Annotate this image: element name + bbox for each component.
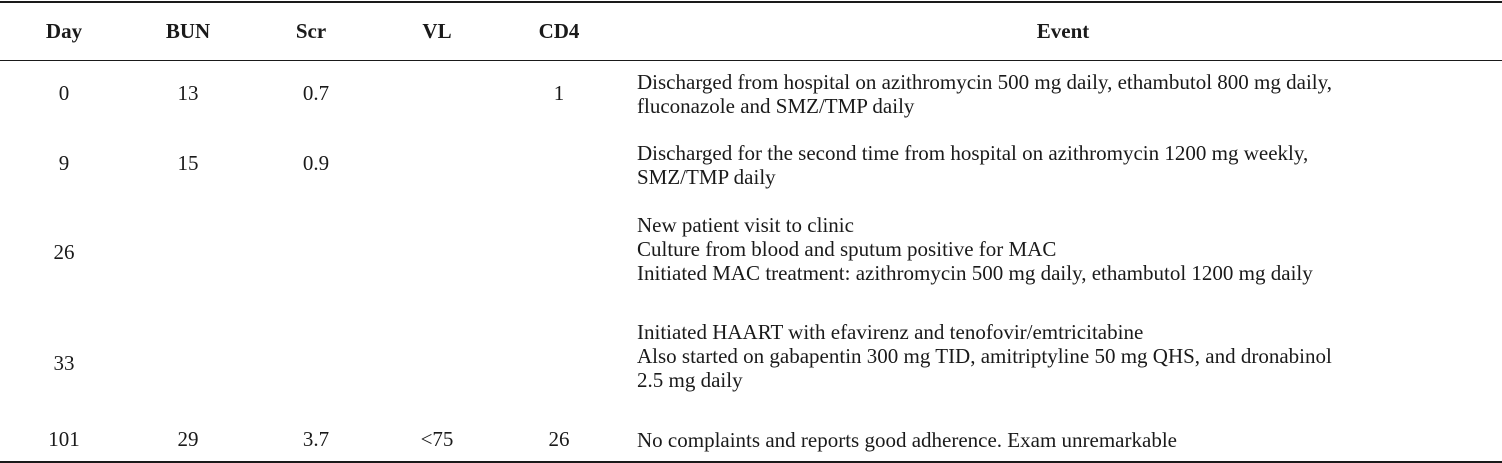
cell-event <box>637 213 1313 285</box>
cell-scr: 0.7 <box>302 81 330 105</box>
event-line: SMZ/TMP daily <box>637 165 776 189</box>
header-vl: VL <box>422 19 452 43</box>
cell-day: 33 <box>53 351 75 375</box>
event-line: Discharged for the second time from hospital on azithromycin 1200 mg weekly, <box>637 141 1309 165</box>
cell-event <box>637 70 1332 118</box>
cell-day: 0 <box>58 81 70 105</box>
cell-scr: 3.7 <box>302 427 330 451</box>
cell-event <box>637 320 1332 392</box>
event-line: Initiated HAART with efavirenz and tenofovir/emtricitabine <box>637 320 1144 344</box>
cell-cd4: 1 <box>553 81 565 105</box>
cell-bun: 15 <box>177 151 199 175</box>
event-line: No complaints and reports good adherence. Exam unremarkable <box>637 428 1177 452</box>
cell-bun: 29 <box>177 427 199 451</box>
cell-day: 9 <box>58 151 70 175</box>
cell-scr: 0.9 <box>302 151 330 175</box>
table-top-rule <box>0 1 1502 3</box>
event-line: 2.5 mg daily <box>637 368 743 392</box>
event-line: Initiated MAC treatment: azithromycin 500 mg daily, ethambutol 1200 mg daily <box>637 261 1313 285</box>
cell-vl: <75 <box>420 427 454 451</box>
event-line: Culture from blood and sputum positive for MAC <box>637 237 1057 261</box>
cell-cd4: 26 <box>548 427 570 451</box>
header-rule <box>0 60 1502 61</box>
cell-bun: 13 <box>177 81 199 105</box>
header-event: Event <box>1036 19 1090 43</box>
cell-event <box>637 428 1177 452</box>
header-day: Day <box>45 19 83 43</box>
event-line: fluconazole and SMZ/TMP daily <box>637 94 915 118</box>
header-cd4: CD4 <box>538 19 580 43</box>
event-line: Discharged from hospital on azithromycin 500 mg daily, ethambutol 800 mg daily, <box>637 70 1333 94</box>
event-line: New patient visit to clinic <box>637 213 854 237</box>
header-scr: Scr <box>295 19 327 43</box>
header-bun: BUN <box>165 19 211 43</box>
cell-day: 26 <box>53 240 75 264</box>
cell-day: 101 <box>48 427 80 451</box>
event-line: Also started on gabapentin 300 mg TID, amitriptyline 50 mg QHS, and dronabinol <box>637 344 1332 368</box>
cell-event <box>637 141 1308 189</box>
